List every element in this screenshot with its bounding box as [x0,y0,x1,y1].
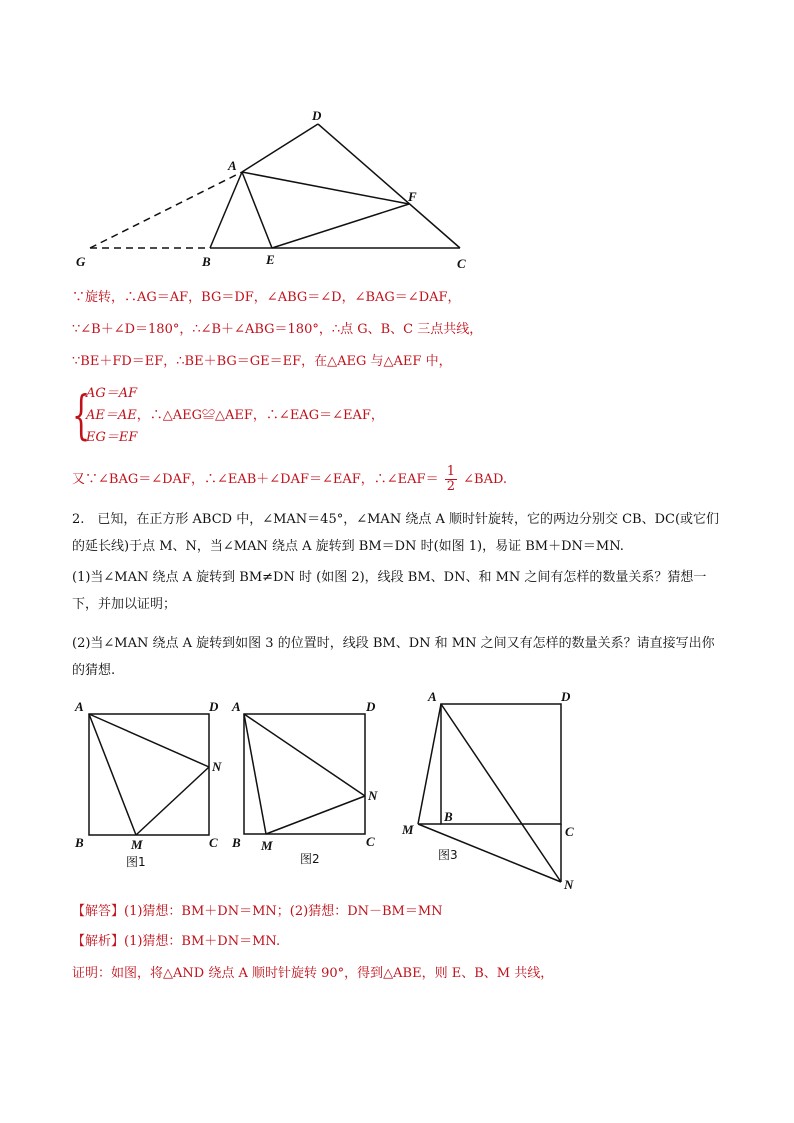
fig3-label-B: B [444,809,453,824]
answer-line [72,902,443,922]
fig1-label-D: D [209,699,219,714]
label-D: D [312,108,322,123]
label-B: B [202,254,211,269]
fig1-label-B: B [75,835,84,850]
system-row-3: EG＝EF [86,430,138,445]
system-row-2 [86,406,384,426]
analysis-line [72,932,280,952]
fig3-label-C: C [565,824,574,839]
answer-text: (1)猜想：BM＋DN＝MN；(2)猜想：DN－BM＝MN [124,904,443,919]
system-row-2-tail: ，∴△AEG≌△AEF，∴∠EAG＝∠EAF， [136,408,384,423]
fig3-label-N: N [564,877,574,892]
proof-line-1: ∵旋转，∴AG＝AF，BG＝DF，∠ABG＝∠D，∠BAG＝∠DAF， [72,290,461,305]
proof-line-5-post: ∠BAD. [463,472,508,487]
top-geometry-figure [60,100,490,275]
fig3-label-D: D [561,689,571,704]
system-row-1: AG＝AF [86,386,138,401]
label-C: C [457,256,466,271]
proof-line-5 [72,464,507,496]
analysis-tag: 【解析】 [72,934,125,949]
problem-2-question-1: (1)当∠MAN 绕点 A 旋转到 BM≠DN 时 (如图 2)，线段 BM、DN、和 MN 之间有怎样的数量关系？猜想一下，并加以证明； [72,570,707,612]
fig2-label-M: M [261,838,273,853]
fig1-label-A: A [75,699,84,714]
fig2-label-B: B [232,835,241,850]
fig3-caption: 图3 [438,848,458,862]
fig1-label-N: N [212,759,222,774]
proof-line-3: ∵BE＋FD＝EF，∴BE＋BG＝GE＝EF，在△AEG 与△AEF 中， [72,354,452,369]
equation-system [72,384,522,448]
analysis-proof-line: 证明：如图，将△AND 绕点 A 顺时针旋转 90°，得到△ABE，则 E、B、M 共线， [72,966,554,981]
system-row-2-eq: AE＝AE [86,408,137,423]
label-G: G [76,254,86,269]
problem-2-question-2: (2)当∠MAN 绕点 A 旋转到如图 3 的位置时，线段 BM、DN 和 MN 之间又有怎样的数量关系？请直接写出你的猜想. [72,636,715,678]
fraction-one-half [445,465,457,494]
fig1-label-M: M [131,837,143,852]
fig2-label-N: N [368,788,378,803]
figure-1 [70,696,230,871]
label-E: E [266,252,275,267]
label-A: A [228,158,237,173]
left-brace-icon: { [72,386,91,446]
fig2-label-C: C [366,834,375,849]
fig3-label-A: A [428,689,437,704]
fig3-label-M: M [402,822,414,837]
answer-tag: 【解答】 [72,904,125,919]
problem-2-intro: 2. 已知，在正方形 ABCD 中，∠MAN＝45°，∠MAN 绕点 A 顺时针旋转，它的两边分别交 CB、DC(或它们的延长线)于点 M、N，当∠MAN 绕点 A 旋转到 BM＝DN 时(如图 1)，易证 BM＋DN＝MN. [72,512,720,554]
analysis-text: (1)猜想：BM＋DN＝MN. [124,934,281,949]
fig2-caption: 图2 [300,852,320,866]
proof-line-5-pre: 又∵∠BAG＝∠DAF，∴∠EAB＋∠DAF＝∠EAF，∴∠EAF＝ [72,472,439,487]
label-F: F [408,189,417,204]
fig2-label-A: A [232,699,241,714]
figure-3 [396,686,596,896]
fraction-denominator: 2 [446,479,455,494]
fig1-label-C: C [209,835,218,850]
fig1-caption: 图1 [126,855,146,869]
fraction-numerator: 1 [446,464,455,479]
figure-2 [228,696,388,871]
fig2-label-D: D [366,699,376,714]
proof-line-2: ∵∠B＋∠D＝180°，∴∠B＋∠ABG＝180°，∴点 G、B、C 三点共线， [72,322,483,337]
